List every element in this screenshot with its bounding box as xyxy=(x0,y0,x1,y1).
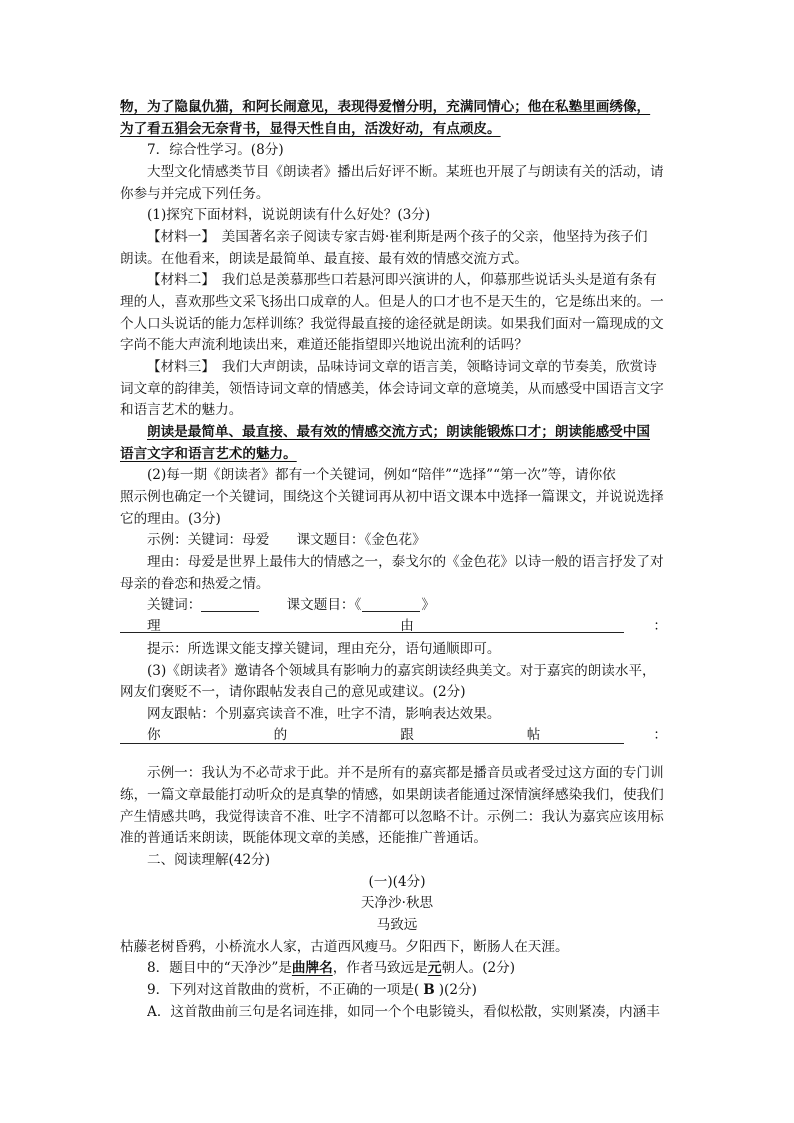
text-line: 网友们褒贬不一，请你跟帖发表自己的意见或建议。(2分) xyxy=(120,684,466,700)
poem-author: 马致远 xyxy=(376,917,418,933)
answer-line: 为了看五猖会无奈背书，显得天性自由，活泼好动，有点顽皮。 xyxy=(120,121,501,137)
material-line: 【材料一】 美国著名亲子阅读专家吉姆·崔利斯是两个孩子的父亲，他坚持为孩子们 xyxy=(147,229,648,245)
answer-line: 语言文字和语言艺术的魅力。 xyxy=(120,446,297,462)
hint-line: 提示：所选课文能支撑关键词，理由充分，语句通顺即可。 xyxy=(147,641,501,657)
material-line: 理的人，喜欢那些文采飞扬出口成章的人。但是人的口才也不是天生的，它是练出来的。一 xyxy=(120,294,664,310)
reply-label: 你 的 跟 帖 ： xyxy=(147,727,667,743)
question-heading: 7．综合性学习。(8分) xyxy=(147,142,284,158)
question-9: 9．下列对这首散曲的赏析，不正确的一项是( B )(2分) xyxy=(147,982,477,998)
answer-rule xyxy=(120,743,624,744)
title-blank xyxy=(362,597,420,612)
material-line: 词文章的韵律美，领悟诗词文章的情感美，体会诗词文章的意境美，从而感受中国语言文字 xyxy=(120,381,664,397)
example-line: 练，一篇文章最能打动听众的是真挚的情感，如果朗读者能通过深情演绎感染我们，使我们 xyxy=(120,787,664,803)
answer-line: 物，为了隐鼠仇猫，和阿长闹意见，表现得爱憎分明，充满同情心；他在私塾里画绣像， xyxy=(120,99,651,115)
section-heading: 二、阅读理解(42分) xyxy=(147,852,271,868)
material-line: 【材料三】 我们大声朗读，品味诗词文章的语言美，领略诗词文章的节奏美，欣赏诗 xyxy=(147,359,657,375)
fill-in-line: 关键词： 课文题目：《 》 xyxy=(147,597,435,613)
example-line: 示例：关键词：母爱 课文题目：《金色花》 xyxy=(147,532,426,548)
option-a: A．这首散曲前三句是名词连排，如同一个个电影镜头，看似松散，实则紧凑，内涵丰 xyxy=(147,1004,660,1020)
text-line: 它的理由。(3分) xyxy=(120,511,221,527)
example-line: 示例一：我认为不必苛求于此。并不是所有的嘉宾都是播音员或者受过这方面的专门训 xyxy=(147,765,664,781)
text-line: 大型文化情感类节目《朗读者》播出后好评不断。某班也开展了与朗读有关的活动，请 xyxy=(147,164,664,180)
poem-title: 天净沙·秋思 xyxy=(360,895,434,911)
question-item: (2)每一期《朗读者》都有一个关键词，例如“陪伴”“选择”“第一次”等，请你依 xyxy=(147,467,616,483)
answer-fill: 曲牌名 xyxy=(291,960,333,976)
answer-choice: B xyxy=(423,982,435,998)
material-line: 个人口头说话的能力怎样训练？我觉得最直接的途径就是朗读。如果我们面对一篇现成的文 xyxy=(120,316,664,332)
material-line: 字尚不能大声流利地读出来，难道还能指望即兴地说出流利的话吗？ xyxy=(120,337,528,353)
example-line: 产生情感共鸣，我觉得读音不准、吐字不清都可以忽略不计。示例二：我认为嘉宾应该用标 xyxy=(120,809,664,825)
question-8: 8．题目中的“天净沙”是曲牌名，作者马致远是元朝人。(2分) xyxy=(147,960,516,976)
text-line: 网友跟帖：个别嘉宾读音不准，吐字不清，影响表达效果。 xyxy=(147,706,501,722)
answer-fill: 元 xyxy=(427,960,442,976)
poem-text: 枯藤老树昏鸦，小桥流水人家，古道西风瘦马。夕阳西下，断肠人在天涯。 xyxy=(120,939,569,955)
question-item: (3)《朗读者》邀请各个领域具有影响力的嘉宾朗读经典美文。对于嘉宾的朗读水平， xyxy=(147,663,656,679)
answer-line: 朗读是最简单、最直接、最有效的情感交流方式；朗读能锻炼口才；朗读能感受中国 xyxy=(147,424,650,440)
question-item: (1)探究下面材料，说说朗读有什么好处？(3分) xyxy=(147,207,431,223)
subsection-heading: (一)(4分) xyxy=(368,874,426,890)
reason-label: 理 由 ： xyxy=(147,618,667,634)
answer-rule xyxy=(120,632,624,633)
example-line: 准的普通话来朗读，既能体现文章的美感，还能推广普通话。 xyxy=(120,830,488,846)
example-line: 理由：母爱是世界上最伟大的情感之一，泰戈尔的《金色花》以诗一般的语言抒发了对 xyxy=(147,554,664,570)
material-line: 和语言艺术的魅力。 xyxy=(120,402,243,418)
text-line: 照示例也确定一个关键词，围绕这个关键词再从初中语文课本中选择一篇课文，并说说选择 xyxy=(120,489,664,505)
example-line: 母亲的眷恋和热爱之情。 xyxy=(120,576,270,592)
material-line: 【材料二】 我们总是羡慕那些口若悬河即兴演讲的人，仰慕那些说话头头是道有条有 xyxy=(147,272,657,288)
keyword-blank xyxy=(201,597,259,612)
material-line: 朗读。在他看来，朗读是最简单、最直接、最有效的情感交流方式。 xyxy=(120,251,528,267)
text-line: 你参与并完成下列任务。 xyxy=(120,186,270,202)
